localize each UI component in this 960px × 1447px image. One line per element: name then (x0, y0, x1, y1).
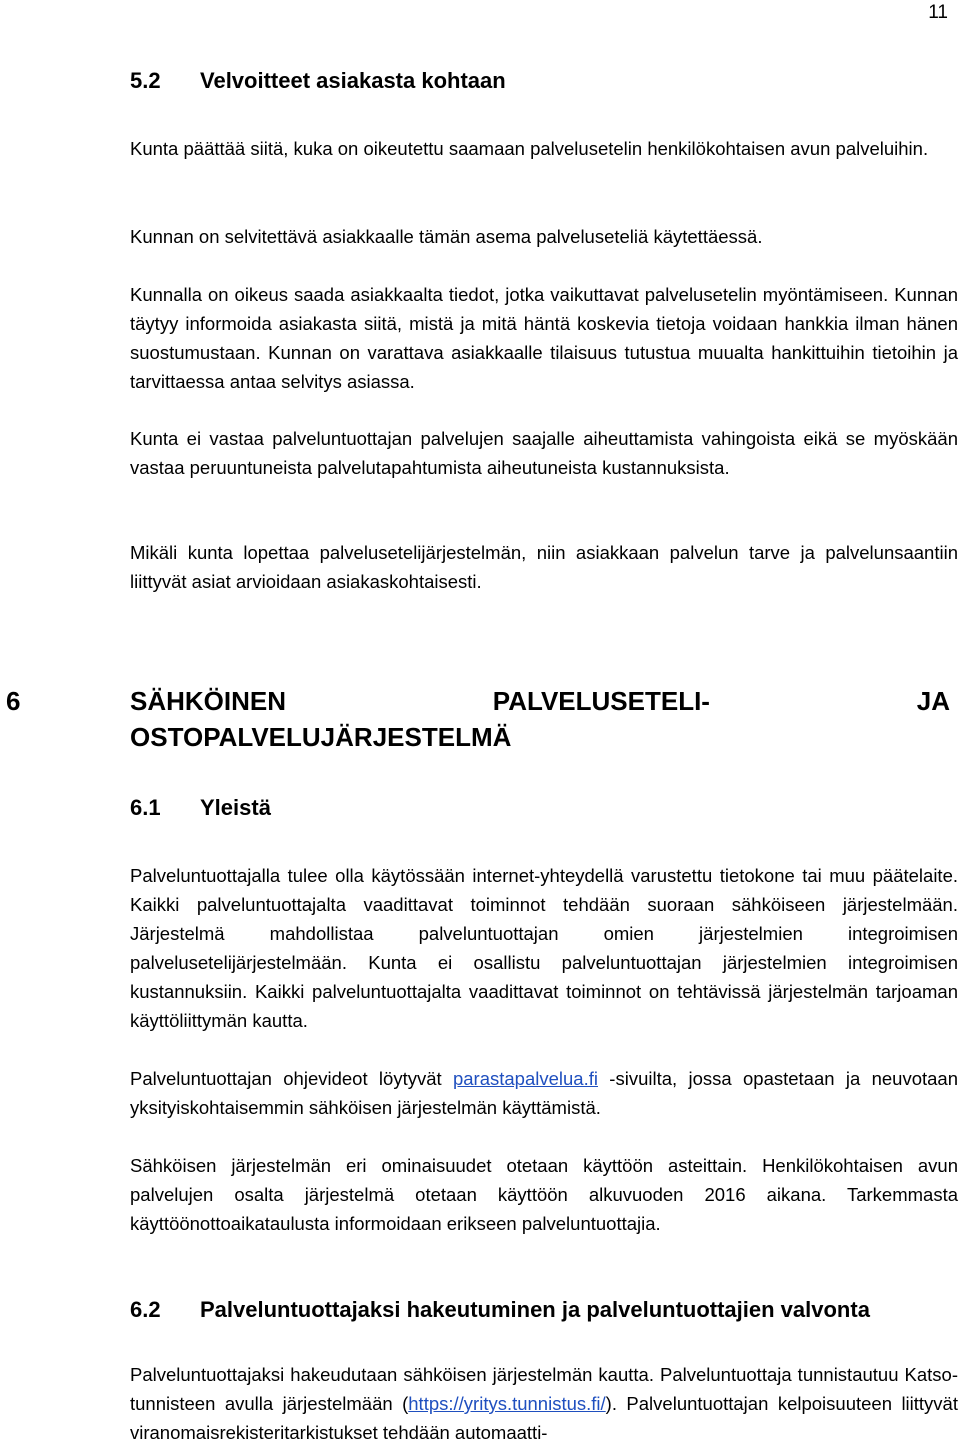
paragraph (130, 1064, 958, 1122)
page-number: 11 (928, 2, 948, 23)
paragraph: Palveluntuottajalla tulee olla käytössään internet-yhteydellä varustettu tietokone tai muu päätelaite. Kaikki palveluntuottajalta vaadittavat toiminnot tehdään suoraan sähköiseen järjestelmään. Järjestelmä mahdollistaa palveluntuottajan omien järjestelmien integroimisen palvelusetelijärjestelmään. Kunta ei osallistu palveluntuottajan järjestelmien integroimisen kustannuksiin. Kaikki palveluntuottajalta vaadittavat toiminnot on tehtävissä järjestelmän tarjoaman käyttöliittymän kautta. (130, 865, 958, 1031)
section-title: Palveluntuottajaksi hakeutuminen ja palveluntuottajien valvonta (200, 1297, 870, 1322)
section-number: 5.2 (130, 68, 161, 93)
chapter-heading-6 (0, 683, 950, 755)
tunnistus-link[interactable]: https://yritys.tunnistus.fi/ (408, 1393, 606, 1414)
section-heading-5-2 (130, 67, 506, 95)
paragraph: Kunnalla on oikeus saada asiakkaalta tiedot, jotka vaikuttavat palvelusetelin myöntämiseen. Kunnan täytyy informoida asiakasta siitä, mistä ja mitä häntä koskevia tietoja voidaan hankkia ilman hänen suostumustaan. Kunnan on varattava asiakkaalle tilaisuus tutustua muualta hankittuihin tietoihin ja tarvittaessa antaa selvitys asiassa. (130, 284, 958, 392)
parastapalvelua-link[interactable]: parastapalvelua.fi (452, 1068, 598, 1089)
paragraph: Kunta päättää siitä, kuka on oikeutettu saamaan palvelusetelin henkilökohtaisen avun palveluihin. (130, 138, 929, 159)
paragraph: Sähköisen järjestelmän eri ominaisuudet otetaan käyttöön asteittain. Henkilökohtaisen avun palvelujen osalta järjestelmä otetaan käyttöön alkuvuoden 2016 aikana. Tarkemmasta käyttöönottoaikataulusta informoidaan erikseen palveluntuottajia. (130, 1155, 958, 1234)
paragraph (130, 1360, 958, 1447)
section-heading-6-1 (130, 794, 271, 822)
section-title: Velvoitteet asiakasta kohtaan (200, 68, 506, 93)
paragraph-text: Palveluntuottajan ohjevideot löytyvät (130, 1068, 453, 1089)
paragraph: Kunta ei vastaa palveluntuottajan palvelujen saajalle aiheuttamista vahingoista eikä se myöskään vastaa peruuntuneista palvelutapahtumista aiheutuneista kustannuksista. (130, 428, 958, 478)
paragraph: Mikäli kunta lopettaa palvelusetelijärjestelmän, niin asiakkaan palvelun tarve ja palvelunsaantiin liittyvät asiat arvioidaan asiakaskohtaisesti. (130, 542, 958, 592)
paragraph: Kunnan on selvitettävä asiakkaalle tämän asema palveluseteliä käytettäessä. (130, 226, 763, 247)
chapter-title: SÄHKÖINEN PALVELUSETELI- JA OSTOPALVELUJÄRJESTELMÄ (130, 686, 950, 752)
paragraph-text: Palveluntuottajaksi hakeudutaan sähköisen järjestelmän kautta. Palveluntuottaja tunnistautuu Katso-tunnisteen avulla järjestelmään ( (130, 1364, 958, 1414)
chapter-number: 6 (6, 686, 21, 716)
section-number: 6.1 (130, 795, 161, 820)
paragraph-text: ). Palveluntuottajan kelpoisuuteen liittyvät viranomaisrekisteritarkistukset tehdään automaatti- (130, 1393, 958, 1443)
paragraph-text: -sivuilta, jossa opastetaan ja neuvotaan yksityiskohtaisemmin sähköisen järjestelmän käyttämistä. (130, 1068, 958, 1118)
section-heading-6-2 (130, 1296, 870, 1324)
section-number: 6.2 (130, 1297, 161, 1322)
section-title: Yleistä (200, 795, 271, 820)
